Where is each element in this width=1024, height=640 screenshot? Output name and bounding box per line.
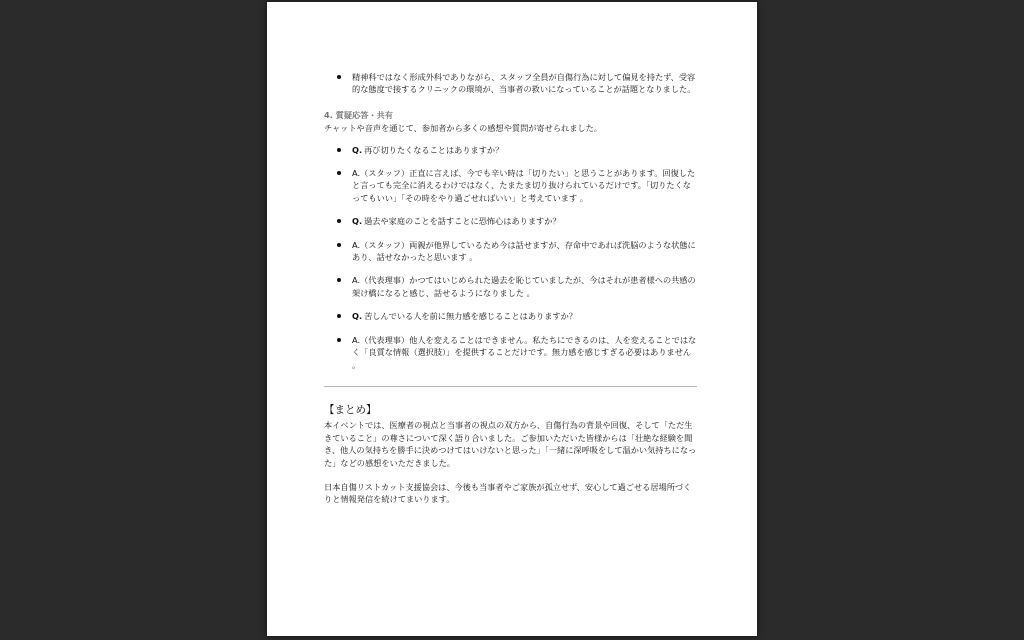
qa-item <box>324 144 697 156</box>
summary-paragraph: 日本自傷リストカット支援協会は、今後も当事者やご家族が孤立せず、安心して過ごせる居場所づくりと情報発信を続けてまいります。 <box>324 481 692 505</box>
qa-text: A.（スタッフ）正直に言えば、今でも辛い時は「切りたい」と思うことがあります。回復したと言っても完全に消えるわけではなく、たまたま切り抜けられているだけです。「切りたくなってもいい」「その時をやり過ごせればいい」と考えています 。 <box>352 168 696 203</box>
qa-text: A.（代表理事）他人を変えることはできません。私たちにできるのは、人を変えることではなく「良質な情報（選択肢）」を提供することだけです。無力感を感じすぎる必要はありません 。 <box>352 334 697 370</box>
qa-item <box>324 274 697 299</box>
page-content <box>324 71 697 506</box>
qa-item <box>324 167 697 204</box>
qa-text: 苦しんでいる人を前に無力感を感じることはありますか？ <box>364 311 577 322</box>
question-mark-label: Q. <box>352 311 363 322</box>
question-mark-label: Q. <box>352 144 363 155</box>
top-bullet-list <box>324 71 697 96</box>
question-mark-label: Q. <box>352 216 363 227</box>
qa-text: 再び切りたくなることはありますか？ <box>364 144 504 155</box>
qa-text: A.（スタッフ）両親が他界しているため今は話せますが、存命中であれば洗脳のような状態にあり、話せなかったと思います 。 <box>352 239 696 263</box>
qa-item <box>324 215 697 227</box>
qa-text: A.（代表理事）かつてはいじめられた過去を恥じていましたが、今はそれが患者様への共感の架け橋になると感じ、話せるようになりました 。 <box>352 275 696 298</box>
qa-intro: チャットや音声を通じて、参加者から多くの感想や質問が寄せられました。 <box>324 123 602 134</box>
qa-item <box>324 334 697 371</box>
list-item: 精神科ではなく形成外科でありながら、スタッフ全員が自傷行為に対して偏見を持たず、受容的な態度で接するクリニックの環境が、当事者の救いになっていることが話題となりました。 <box>324 71 697 96</box>
document-page <box>267 2 757 636</box>
summary-heading: 【まとめ】 <box>324 403 377 416</box>
section-heading-qa: 4. 質疑応答・共有 <box>324 109 393 120</box>
section-divider <box>324 386 697 387</box>
qa-list <box>324 144 697 371</box>
qa-item <box>324 239 697 264</box>
qa-item <box>324 310 697 322</box>
qa-text: 過去や家庭のことを話すことに恐怖心はありますか？ <box>364 216 561 227</box>
summary-paragraph: 本イベントでは、医療者の視点と当事者の視点の双方から、自傷行為の背景や回復、そして「ただ生きていること」の尊さについて深く語り合いました。ご参加いただいた皆様からは「壮絶な経験を聞き、他人の気持ちを勝手に決めつけてはいけないと思った」「一緒に深呼吸をして温かい気持ちになった」などの感想をいただきました。 <box>324 420 697 468</box>
